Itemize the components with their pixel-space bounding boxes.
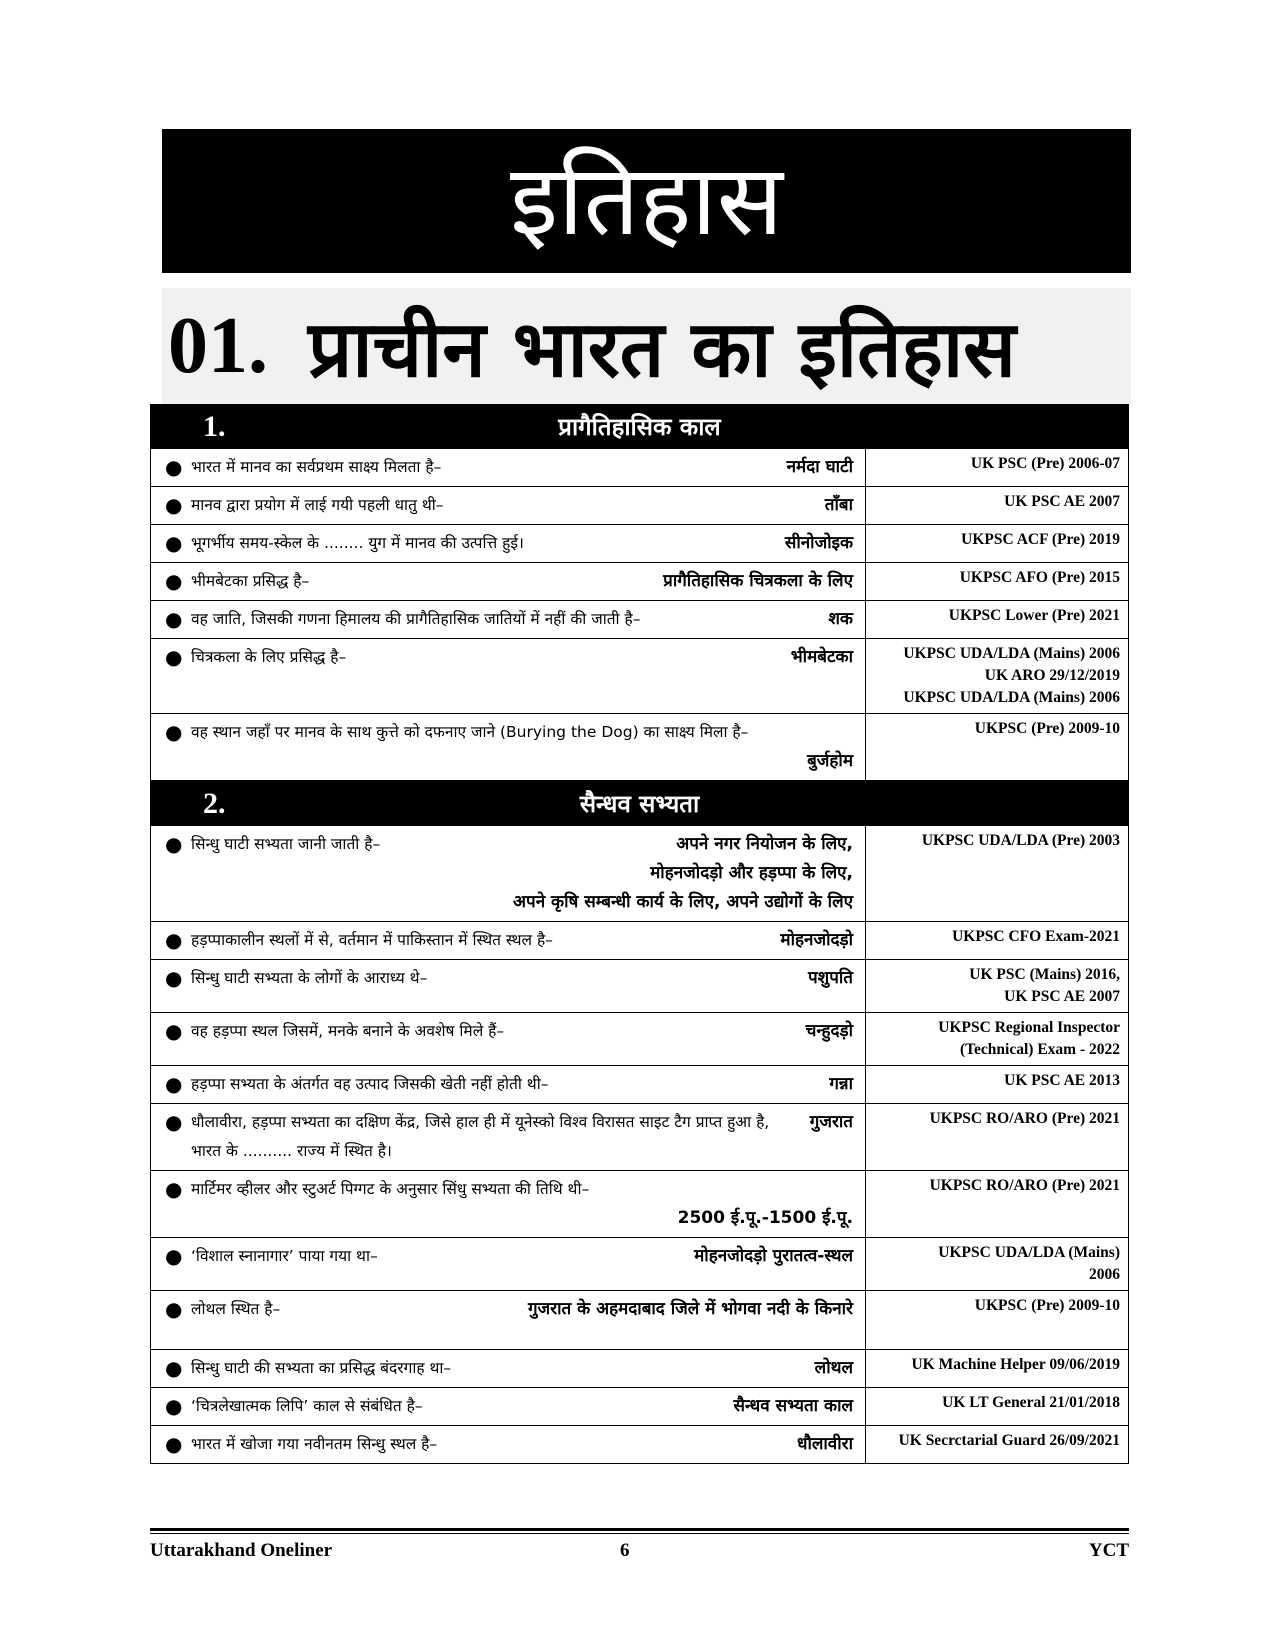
subject-banner: इतिहास [162,129,1131,273]
bullet-icon: ● [165,1297,183,1321]
bullet-icon: ● [165,531,183,555]
section-prehistoric [150,404,1129,781]
exam-source-cell [866,639,1128,713]
answer-text: बुर्जहोम [807,751,853,771]
table-row [151,1349,1128,1387]
section-number: 1. [203,410,226,443]
question-text: वह स्थान जहाँ पर मानव के साथ कुत्ते को दफनाए जाने (Burying the Dog) का साक्ष्य मिला है– [191,723,749,741]
exam-source: UKPSC (Pre) 2009-10 [974,720,1120,737]
question-cell [151,563,866,600]
question-text: भारत में मानव का सर्वप्रथम साक्ष्य मिलता है– [191,458,442,476]
table-row [151,1290,1128,1349]
answer-text: गुजरात के अहमदाबाद जिले में भोगवा नदी के किनारे [527,1299,853,1319]
exam-source-cell [866,1350,1128,1387]
section-title: सैन्धव सभ्यता [579,790,700,818]
exam-source: UKPSC (Pre) 2009-10 [974,1297,1120,1314]
bullet-icon: ● [165,1244,183,1268]
question-cell [151,1013,866,1065]
table-row [151,1170,1128,1237]
exam-source-cell [866,525,1128,562]
table-row [151,921,1128,959]
exam-source-cell [866,1238,1128,1290]
table-row [151,1425,1128,1463]
bullet-icon: ● [165,832,183,856]
answer-text: अपने नगर नियोजन के लिए, [676,834,853,854]
table-row [151,1103,1128,1170]
exam-source: (Technical) Exam - 2022 [959,1041,1120,1058]
question-text: हड़प्पाकालीन स्थलों में से, वर्तमान में पाकिस्तान में स्थित स्थल है– [191,931,553,949]
answer-text: नर्मदा घाटी [786,457,853,477]
table-row [151,638,1128,713]
exam-source: UKPSC RO/ARO (Pre) 2021 [929,1110,1120,1127]
section-header [151,405,1128,449]
question-text: वह जाति, जिसकी गणना हिमालय की प्रागैतिहासिक जातियों में नहीं की जाती है– [191,610,641,628]
answer-text: लोथल [814,1358,853,1378]
question-text: भारत में खोजा गया नवीनतम सिन्धु स्थल है– [191,1435,438,1453]
section-number: 2. [203,787,226,820]
exam-source: UK PSC (Mains) 2016, [969,966,1120,983]
table-row [151,959,1128,1012]
table-row [151,713,1128,780]
table-row [151,524,1128,562]
section-header [151,782,1128,826]
exam-source: UK PSC AE 2007 [1004,988,1120,1005]
exam-source: UK PSC AE 2007 [1004,493,1120,510]
bullet-icon: ● [165,966,183,990]
bullet-icon: ● [165,1110,183,1134]
page-number: 6 [620,1540,630,1561]
exam-source-cell [866,826,1128,921]
answer-text: मोहनजोदड़ो [780,930,853,950]
question-cell [151,601,866,638]
table-row [151,600,1128,638]
answer-text: ताँबा [824,495,853,515]
answer-text: प्रागैतिहासिक चित्रकला के लिए [663,571,853,591]
question-cell [151,449,866,486]
exam-source: UKPSC UDA/LDA (Mains) [938,1244,1120,1261]
exam-source: UKPSC UDA/LDA (Mains) 2006 [903,689,1120,706]
bullet-icon: ● [165,1072,183,1096]
question-text: सिन्धु घाटी सभ्यता के लोगों के आराध्य थे– [191,969,428,987]
exam-source: UK LT General 21/01/2018 [942,1394,1120,1411]
bullet-icon: ● [165,493,183,517]
section-title: प्रागैतिहासिक काल [558,413,721,441]
chapter-number: 01. [168,301,268,390]
question-text: सिन्धु घाटी की सभ्यता का प्रसिद्ध बंदरगाह था– [191,1359,452,1377]
table-row [151,1237,1128,1290]
exam-source: UKPSC Regional Inspector [938,1019,1120,1036]
bullet-icon: ● [165,1019,183,1043]
footer-left: Uttarakhand Oneliner [150,1540,333,1561]
question-cell [151,1388,866,1425]
question-text: चित्रकला के लिए प्रसिद्ध है– [191,648,347,666]
bullet-icon: ● [165,1432,183,1456]
question-text: ‘विशाल स्नानागार’ पाया गया था– [191,1247,378,1265]
question-text: सिन्धु घाटी सभ्यता जानी जाती है– [191,835,381,853]
exam-source-cell [866,922,1128,959]
question-text: हड़प्पा सभ्यता के अंतर्गत वह उत्पाद जिसकी खेती नहीं होती थी– [191,1075,549,1093]
answer-text-continued: अपने कृषि सम्बन्धी कार्य के लिए, अपने उद्योगों के लिए [513,892,853,912]
question-cell [151,1171,866,1237]
question-rows [151,449,1128,780]
question-cell [151,487,866,524]
answer-text: पशुपति [808,968,853,988]
question-text: ‘चित्रलेखात्मक लिपि’ काल से संबंधित है– [191,1397,423,1415]
chapter-title: प्राचीन भारत का इतिहास [308,305,1016,395]
answer-text: चन्हुदड़ो [805,1021,853,1041]
table-row [151,1065,1128,1103]
table-row [151,1387,1128,1425]
exam-source-cell [866,1171,1128,1237]
footer-right: YCT [1088,1540,1129,1561]
table-row [151,562,1128,600]
answer-text: मोहनजोदड़ो पुरातत्व-स्थल [694,1246,853,1266]
exam-source-cell [866,449,1128,486]
exam-source: UKPSC Lower (Pre) 2021 [948,607,1120,624]
bullet-icon: ● [165,928,183,952]
question-text: वह हड़प्पा स्थल जिसमें, मनके बनाने के अवशेष मिले हैं– [191,1022,505,1040]
exam-source-cell [866,1013,1128,1065]
answer-text: धौलावीरा [797,1434,853,1454]
footer-rule-thin [150,1533,1129,1534]
exam-source-cell [866,487,1128,524]
exam-source-cell [866,1388,1128,1425]
question-text: भूगर्भीय समय-स्केल के ........ युग में मानव की उत्पत्ति हुई। [191,534,524,552]
exam-source: UKPSC AFO (Pre) 2015 [959,569,1120,586]
exam-source: UKPSC CFO Exam-2021 [952,928,1120,945]
question-text: मार्टिमर व्हीलर और स्टुअर्ट पिग्गट के अनुसार सिंधु सभ्यता की तिथि थी– [191,1180,590,1198]
question-text: मानव द्वारा प्रयोग में लाई गयी पहली धातु थी– [191,496,444,514]
exam-source: UKPSC RO/ARO (Pre) 2021 [929,1177,1120,1194]
exam-source-cell [866,563,1128,600]
exam-source: UK Machine Helper 09/06/2019 [911,1356,1120,1373]
table-row [151,449,1128,486]
exam-source: UK ARO 29/12/2019 [984,667,1120,684]
exam-source: UK PSC (Pre) 2006-07 [970,455,1120,472]
answer-text: 2500 ई.पू.-1500 ई.पू. [677,1208,853,1228]
bullet-icon: ● [165,720,183,744]
exam-source-cell [866,1066,1128,1103]
question-cell [151,1291,866,1349]
answer-text-continued: मोहनजोदड़ो और हड़प्पा के लिए, [650,863,853,883]
exam-source-cell [866,714,1128,780]
question-cell [151,1238,866,1290]
exam-source-cell [866,1104,1128,1170]
bullet-icon: ● [165,607,183,631]
answer-text: सीनोजोइक [784,533,853,553]
exam-source: 2006 [1089,1266,1120,1283]
answer-text: भीमबेटका [790,647,853,667]
bullet-icon: ● [165,569,183,593]
question-cell [151,1426,866,1463]
question-cell [151,639,866,713]
question-text: धौलावीरा, हड़प्पा सभ्यता का दक्षिण केंद्र, जिसे हाल ही में यूनेस्को विश्व विरासत साइट टैग प्राप्त हुआ है, भारत के .......... राज्य में स्थित है। [191,1113,770,1160]
bullet-icon: ● [165,455,183,479]
exam-source: UK Secrctarial Guard 26/09/2021 [898,1432,1120,1449]
bullet-icon: ● [165,1356,183,1380]
question-cell [151,1350,866,1387]
exam-source-cell [866,1426,1128,1463]
exam-source: UKPSC UDA/LDA (Mains) 2006 [903,645,1120,662]
question-text: लोथल स्थित है– [191,1300,281,1318]
table-row [151,826,1128,921]
bullet-icon: ● [165,1394,183,1418]
chapter-heading [162,288,1131,404]
question-cell [151,826,866,921]
exam-source-cell [866,601,1128,638]
bullet-icon: ● [165,1177,183,1201]
bullet-icon: ● [165,645,183,669]
exam-source: UKPSC UDA/LDA (Pre) 2003 [921,832,1120,849]
exam-source: UKPSC ACF (Pre) 2019 [961,531,1120,548]
answer-text: शक [828,609,853,629]
answer-text: सैन्धव सभ्यता काल [733,1396,853,1416]
section-indus [150,781,1129,1464]
exam-source-cell [866,960,1128,1012]
question-cell [151,1066,866,1103]
question-rows [151,826,1128,1463]
footer-rule [150,1528,1129,1531]
question-text: भीमबेटका प्रसिद्ध है– [191,572,310,590]
question-cell [151,525,866,562]
table-row [151,486,1128,524]
question-cell [151,1104,866,1170]
answer-text: गुजरात [809,1112,853,1132]
exam-source: UK PSC AE 2013 [1004,1072,1120,1089]
question-cell [151,922,866,959]
table-row [151,1012,1128,1065]
exam-source-cell [866,1291,1128,1349]
question-cell [151,714,866,780]
question-cell [151,960,866,1012]
answer-text: गन्ना [829,1074,853,1094]
